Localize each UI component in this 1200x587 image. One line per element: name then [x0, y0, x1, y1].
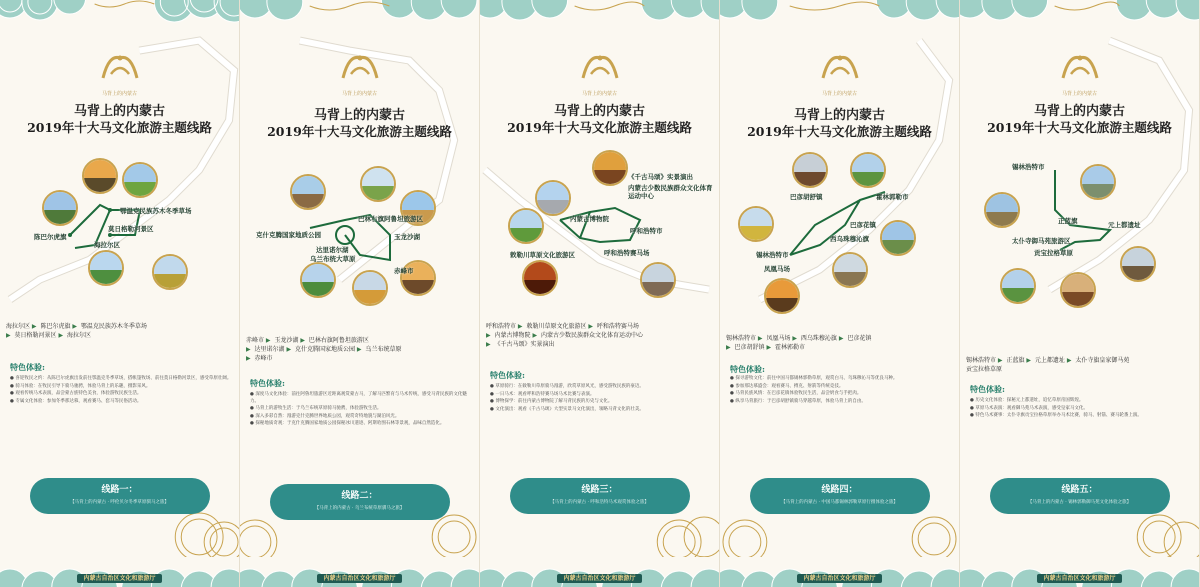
legend-item: 凤凰马场 [766, 335, 791, 342]
legend-item: 海拉尔区 [66, 332, 91, 339]
stop-label: 鄂温克民族苏木冬季草场 [120, 207, 192, 215]
poster-route-3 [480, 0, 720, 587]
photo-green-hills [850, 152, 886, 188]
features-text [730, 376, 952, 406]
stop-label: 赤峰市 [394, 267, 414, 275]
footer-text: 内蒙古自治区文化和旅游厅 [1037, 574, 1121, 583]
footer-org [480, 573, 719, 582]
legend-item: 内蒙古少数民族群众文化体育运动中心 [540, 332, 643, 339]
photo-yurts [82, 158, 118, 194]
poster-title: 马背上的内蒙古 [793, 108, 885, 123]
features-text [490, 384, 712, 414]
poster-title: 马背上的内蒙古 [73, 104, 165, 119]
poster-subtitle: 2019年十大马文化旅游主题线路 [747, 124, 932, 139]
legend-item: 呼和浩特市 [486, 323, 517, 330]
route-subtitle: 【马背上的内蒙古 · 中国马都锡林郭勒草原行摄体验之旅】 [781, 500, 898, 505]
route-name: 线路二： [341, 491, 378, 501]
feature-item: ● 一日马术：观看呼和浩特赛马场马术比赛与表演。 [490, 391, 595, 397]
route-name-button[interactable] [990, 478, 1170, 514]
feature-item: ● 深度马文化体验：前往阿鲁坦旅游区近距离观赏蒙古马，了解马匹繁育与马术传统，感受马背民族的文化魅力。 [250, 392, 467, 404]
photo-horse-riders [42, 190, 78, 226]
feature-item: ● 特色马术赛事：太仆寺旗贡宝拉格草原举办马术比赛，骑马、射箭、赛马轮番上演。 [970, 413, 1142, 419]
stop-label: 西乌珠穆沁旗 [830, 235, 869, 243]
stop-label: 元上都遗址 [1108, 221, 1141, 229]
route-map [0, 150, 239, 320]
poster-route-5 [960, 0, 1200, 587]
poster-route-4 [720, 0, 960, 587]
legend-item: 呼和浩特赛马场 [596, 323, 639, 330]
photo-sunset-horses [764, 278, 800, 314]
route-name: 线路一： [101, 485, 138, 495]
footer-org [960, 573, 1199, 582]
route-name-button[interactable] [270, 484, 450, 520]
features-title: 特色体验: [10, 362, 45, 372]
feature-item: ● 马背民族风情：在巴彦花镇体验牧民生活，品尝奶食与手把肉。 [730, 391, 862, 397]
photo-gate [640, 262, 676, 298]
features-text [250, 392, 472, 429]
feature-item: ● 探秘地质奇观：于克什克腾国家地质公园探秘冰川遗迹、阿斯哈图石林等景观，品味自然造化。 [250, 421, 445, 427]
route-subtitle: 【马背上的内蒙古 · 呼伦贝尔冬季草原驯马之旅】 [70, 500, 169, 505]
horse-logo-icon [817, 48, 863, 88]
photo-horse-performance [592, 150, 628, 186]
poster-title: 马背上的内蒙古 [553, 104, 645, 119]
route-name-button[interactable] [750, 478, 930, 514]
stop-label: 呼和浩特市 [630, 227, 663, 235]
route-legend: 海拉尔区 ▶ 陈巴尔虎旗 ▶ 鄂温克民族苏木冬季草场 ▶ 莫日格勒河景区 ▶ 海拉尔区 [6, 323, 147, 339]
photo-grassland [122, 162, 158, 198]
stop-label: 莫日格勒河景区 [108, 225, 154, 233]
stop-label: 贡宝拉格草原 [1034, 249, 1073, 257]
route-name-button[interactable] [510, 478, 690, 514]
photo-galloping-horse [832, 252, 868, 288]
route-map [960, 150, 1199, 320]
stop-label: 内蒙古博物院 [570, 215, 609, 223]
legend-item: 敕勒川草原文化旅游区 [526, 323, 587, 330]
photo-ruins [1120, 246, 1156, 282]
poster-subtitle: 2019年十大马文化旅游主题线路 [987, 120, 1172, 135]
legend-item: 《千古马颂》实景演出 [494, 341, 555, 348]
photo-flower-field [738, 206, 774, 242]
photo-horseman [792, 152, 828, 188]
poster-subtitle: 2019年十大马文化旅游主题线路 [507, 120, 692, 135]
logo-caption: 马背上的内蒙古 [821, 91, 857, 97]
legend-item: 巴林右旗阿鲁坦旅游区 [308, 337, 369, 344]
logo-caption: 马背上的内蒙古 [341, 91, 377, 97]
legend-item: 赤峰市 [246, 337, 265, 344]
photo-rock-formation [290, 174, 326, 210]
stop-label: 正蓝旗 [1058, 217, 1078, 225]
route-name: 线路三： [581, 485, 618, 495]
legend-item: 巴彦胡舒镇 [734, 344, 765, 351]
legend-item: 克什克腾国家地质公园 [294, 346, 355, 353]
route-name: 线路五： [1061, 485, 1098, 495]
stop-label: 海拉尔区 [94, 241, 120, 249]
footer-text: 内蒙古自治区文化和旅游厅 [797, 574, 881, 583]
feature-item: ● 草原骑行：在敕勒川草原骑马漫游，欣赏草原风光，感受游牧民族的豪迈。 [490, 384, 644, 389]
route-subtitle: 【马背上的内蒙古 · 呼和浩特马术观赏体验之旅】 [550, 500, 649, 505]
stop-label: 呼和浩特赛马场 [604, 249, 650, 257]
photo-river [88, 250, 124, 286]
legend-item: 贡宝拉格草原 [966, 366, 1003, 373]
footer-org [240, 573, 479, 582]
photo-autumn-forest [352, 270, 388, 306]
feature-item: ● 观看传统马术表演，品尝蒙古族特色美食，体验游牧民族生活。 [10, 391, 142, 397]
legend-item: 玉龙沙湖 [274, 337, 299, 344]
footer-text: 内蒙古自治区文化和旅游厅 [77, 574, 161, 583]
features-title: 特色体验: [970, 384, 1005, 394]
photo-grass-lake [300, 262, 336, 298]
route-map [480, 150, 719, 320]
features-title: 特色体验: [730, 364, 765, 374]
feature-item: ● 深入多彩自然：漫游克什克腾世界地质公园，观赏奇特地貌与湖泊风光。 [250, 413, 400, 419]
stop-label: 内蒙古少数民族群众文化体育运动中心 [628, 184, 713, 200]
stop-label: 巴林右旗阿鲁坦旅游区 [358, 215, 423, 223]
feature-item: ● 博物探学：前往内蒙古博物院了解马背民族的历史与文化。 [490, 399, 613, 405]
legend-item: 赤峰市 [254, 355, 273, 362]
stop-label: 陈巴尔虎旗 [34, 233, 67, 241]
legend-item: 锡林浩特市 [966, 357, 997, 364]
legend-item: 巴彦花镇 [847, 335, 872, 342]
logo-caption: 马背上的内蒙古 [1061, 91, 1097, 97]
feature-item: ● 探寻游牧文化：前往中国马都锡林郭勒草原，观赏白马、乌珠穆沁马等优良马种。 [730, 376, 898, 381]
legend-item: 鄂温克民族苏木冬季草场 [80, 323, 147, 330]
features-title: 特色体验: [490, 370, 525, 380]
route-map [240, 150, 479, 320]
stop-label: 锡林浩特市 [756, 251, 789, 259]
legend-item: 锡林浩特市 [726, 335, 757, 342]
legend-item: 乌兰布统草原 [365, 346, 402, 353]
footer-text: 内蒙古自治区文化和旅游厅 [317, 574, 401, 583]
poster-title: 马背上的内蒙古 [1033, 104, 1125, 119]
feature-item: ● 专属文化体验：参加冬季那达慕，观看赛马、套马等民俗活动。 [10, 398, 142, 404]
photo-lake-shore [880, 220, 916, 256]
feature-item: ● 历史文化体验：探秘元上都遗址，追忆草原帝国辉煌。 [970, 398, 1084, 403]
stop-label: 凤凰马场 [764, 265, 790, 273]
feature-item: ● 纵享马背旅行：于巴彦胡舒镇骑马穿越草原，体验马背上的自由。 [730, 398, 866, 404]
feature-item: ● 马背上的游牧生活：于乌兰布统草原骑马驰骋，体验游牧生活。 [250, 406, 382, 412]
poster-subtitle: 2019年十大马文化旅游主题线路 [27, 120, 212, 135]
route-legend: 呼和浩特市 ▶ 敕勒川草原文化旅游区 ▶ 呼和浩特赛马场 ▶ 内蒙古博物院 ▶ 内蒙古少数民族群众文化体育运动中心 ▶ 《千古马颂》实景演出 [486, 323, 643, 348]
photo-fire-show [522, 260, 558, 296]
stop-label: 乌兰布统大草原 [310, 255, 356, 263]
route-name: 线路四： [821, 485, 858, 495]
poster-title: 马背上的内蒙古 [313, 108, 405, 123]
route-legend: 锡林浩特市 ▶ 凤凰马场 ▶ 西乌珠穆沁旗 ▶ 巴彦花镇 ▶ 巴彦胡舒镇 ▶ 霍林郭勒市 [726, 335, 872, 351]
legend-item: 内蒙古博物院 [494, 332, 531, 339]
legend-item: 达里诺尔湖 [254, 346, 285, 353]
horse-logo-icon [97, 48, 143, 88]
feature-item: ● 参加那达慕盛会：观看赛马、搏克、射箭等传统竞技。 [730, 383, 844, 389]
features-title: 特色体验: [250, 378, 285, 388]
stop-label: 《千古马颂》实景演出 [628, 173, 693, 181]
feature-item: ● 骑马体验：在牧民引导下骑马驰骋，体验马背上的乐趣，摄影采风。 [10, 383, 151, 389]
stop-label: 敕勒川草原文化旅游区 [510, 251, 575, 259]
legend-item: 海拉尔区 [6, 323, 31, 330]
poster-subtitle: 2019年十大马文化旅游主题线路 [267, 124, 452, 139]
stop-label: 太仆寺御马苑旅游区 [1012, 237, 1071, 245]
photo-horse-show [1060, 272, 1096, 308]
route-subtitle: 【马背上的内蒙古 · 锡林郭勒御马苑文化体验之旅】 [1027, 500, 1132, 505]
legend-item: 莫日格勒河景区 [14, 332, 57, 339]
logo-caption: 马背上的内蒙古 [581, 91, 617, 97]
route-subtitle: 【马背上的内蒙古 · 乌兰布统草原驯马之旅】 [314, 506, 405, 511]
feature-item: ● 喜迎牧民之约：从陈巴尔虎旗出发前往鄂温克冬季草场，搭帐篷牧场、前往莫日格勒河景区，感受草原壮阔。 [10, 376, 232, 381]
horse-logo-icon [577, 48, 623, 88]
photo-palace [984, 192, 1020, 228]
route-map [720, 150, 959, 320]
horse-logo-icon [1057, 48, 1103, 88]
legend-item: 元上都遗址 [1034, 357, 1065, 364]
horse-logo-icon [337, 48, 383, 88]
photo-flowers [152, 254, 188, 290]
legend-item: 正蓝旗 [1006, 357, 1025, 364]
stop-label: 玉龙沙湖 [394, 233, 420, 241]
route-legend: 锡林浩特市 ▶ 正蓝旗 ▶ 元上都遗址 ▶ 太仆寺旗皇家御马苑 贡宝拉格草原 [966, 357, 1130, 373]
feature-item: ● 文化演出：观看《千古马颂》大型实景马文化演出，领略马背文化的壮美。 [490, 406, 644, 412]
footer-org [720, 573, 959, 582]
stop-label: 克什克腾国家地质公园 [256, 231, 321, 239]
footer-text: 内蒙古自治区文化和旅游厅 [557, 574, 641, 583]
stop-label: 达里诺尔湖 [316, 246, 349, 254]
legend-item: 陈巴尔虎旗 [40, 323, 71, 330]
poster-route-1 [0, 0, 240, 587]
logo-caption: 马背上的内蒙古 [101, 91, 137, 97]
route-legend: 赤峰市 ▶ 玉龙沙湖 ▶ 巴林右旗阿鲁坦旅游区 ▶ 达里诺尔湖 ▶ 克什克腾国家地质公园 ▶ 乌兰布统草原 ▶ 赤峰市 [246, 337, 402, 362]
photo-horse-race [508, 208, 544, 244]
stop-label: 巴彦胡舒镇 [790, 193, 823, 201]
photo-city-skyline [1080, 164, 1116, 200]
poster-route-2 [240, 0, 480, 587]
feature-item: ● 草原马术表演：观看御马苑马术表演，感受皇家马文化。 [970, 405, 1088, 411]
legend-item: 霍林郭勒市 [774, 344, 805, 351]
stop-label: 锡林浩特市 [1012, 163, 1045, 171]
photo-meadow [1000, 268, 1036, 304]
legend-item: 太仆寺旗皇家御马苑 [1075, 357, 1130, 364]
stop-label: 霍林郭勒市 [876, 193, 909, 201]
legend-item: 西乌珠穆沁旗 [800, 335, 837, 342]
features-text [10, 376, 232, 406]
footer-org [0, 573, 239, 582]
route-name-button[interactable] [30, 478, 210, 514]
photo-horse-herd [360, 166, 396, 202]
stop-label: 巴彦花镇 [850, 221, 876, 229]
features-text [970, 398, 1192, 421]
